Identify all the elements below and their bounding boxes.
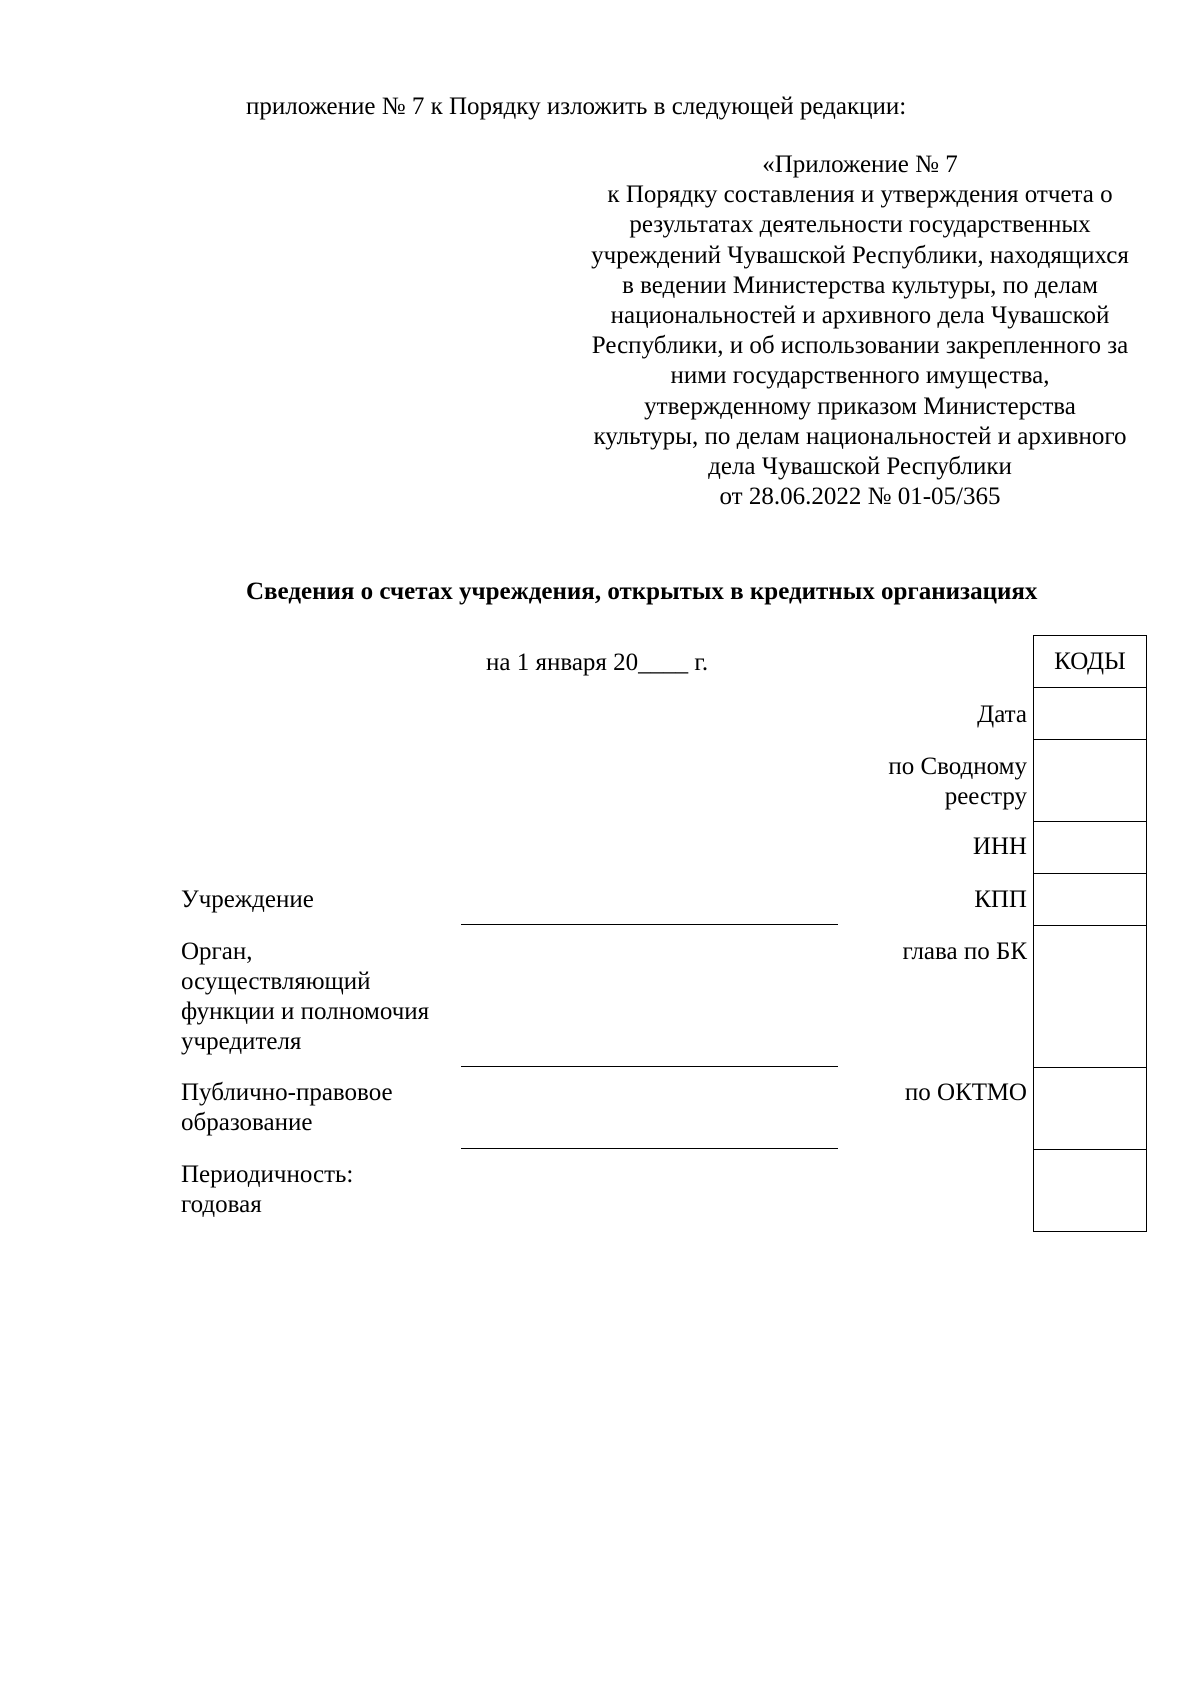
appendix-line: культуры, по делам национальностей и архивного <box>593 422 1127 450</box>
label-public-entity-2: образование <box>181 1109 313 1136</box>
appendix-line: к Порядку составления и утверждения отчета о <box>607 181 1113 209</box>
codes-header: КОДЫ <box>1034 636 1147 688</box>
appendix-line: результатах деятельности государственных <box>629 211 1091 239</box>
appendix-line: национальностей и архивного дела Чувашской <box>610 302 1110 330</box>
label-organ-4: учредителя <box>181 1028 302 1055</box>
label-oktmo: по ОКТМО <box>904 1079 1027 1106</box>
code-cell-kpp[interactable] <box>1034 874 1147 926</box>
institution-field[interactable] <box>461 924 838 925</box>
appendix-line: дела Чувашской Республики <box>708 453 1012 481</box>
label-glava-bk: глава по БК <box>902 938 1027 965</box>
label-inn: ИНН <box>972 833 1027 860</box>
appendix-line: в ведении Министерства культуры, по делам <box>622 271 1098 299</box>
label-public-entity-1: Публично-правовое <box>181 1079 393 1106</box>
code-cell-svod[interactable] <box>1034 740 1147 822</box>
intro-text: приложение № 7 к Порядку изложить в следующей редакции: <box>246 93 907 120</box>
public-entity-field[interactable] <box>461 1148 838 1149</box>
appendix-line: «Приложение № 7 <box>762 151 958 178</box>
appendix-line: учреждений Чувашской Республики, находящихся <box>591 241 1129 269</box>
label-organ-2: осуществляющий <box>181 968 371 995</box>
appendix-line: утвержденному приказом Министерства <box>644 392 1076 420</box>
report-date-line: на 1 января 20____ г. <box>486 649 709 676</box>
codes-table <box>1033 635 1147 1232</box>
appendix-header <box>560 150 1160 512</box>
label-periodicity-2: годовая <box>181 1191 262 1218</box>
code-cell-glava[interactable] <box>1034 926 1147 1068</box>
code-cell-oktmo[interactable] <box>1034 1068 1147 1150</box>
code-cell-periodicity[interactable] <box>1034 1150 1147 1232</box>
appendix-line: Республики, и об использовании закрепленного за <box>591 332 1129 360</box>
label-organ-3: функции и полномочия <box>181 998 430 1025</box>
label-svod-reestr-1: по Сводному <box>888 753 1027 780</box>
appendix-line: от 28.06.2022 № 01-05/365 <box>719 483 1001 511</box>
label-periodicity-1: Периодичность: <box>181 1161 354 1188</box>
label-kpp: КПП <box>974 886 1027 913</box>
label-svod-reestr-2: реестру <box>944 783 1027 810</box>
appendix-line: ними государственного имущества, <box>670 362 1050 390</box>
code-cell-inn[interactable] <box>1034 822 1147 874</box>
code-cell-date[interactable] <box>1034 688 1147 740</box>
label-institution: Учреждение <box>181 886 314 913</box>
organ-field[interactable] <box>461 1066 838 1067</box>
document-title: Сведения о счетах учреждения, открытых в кредитных организациях <box>246 578 1038 605</box>
label-date: Дата <box>977 701 1027 728</box>
label-organ-1: Орган, <box>181 938 253 965</box>
